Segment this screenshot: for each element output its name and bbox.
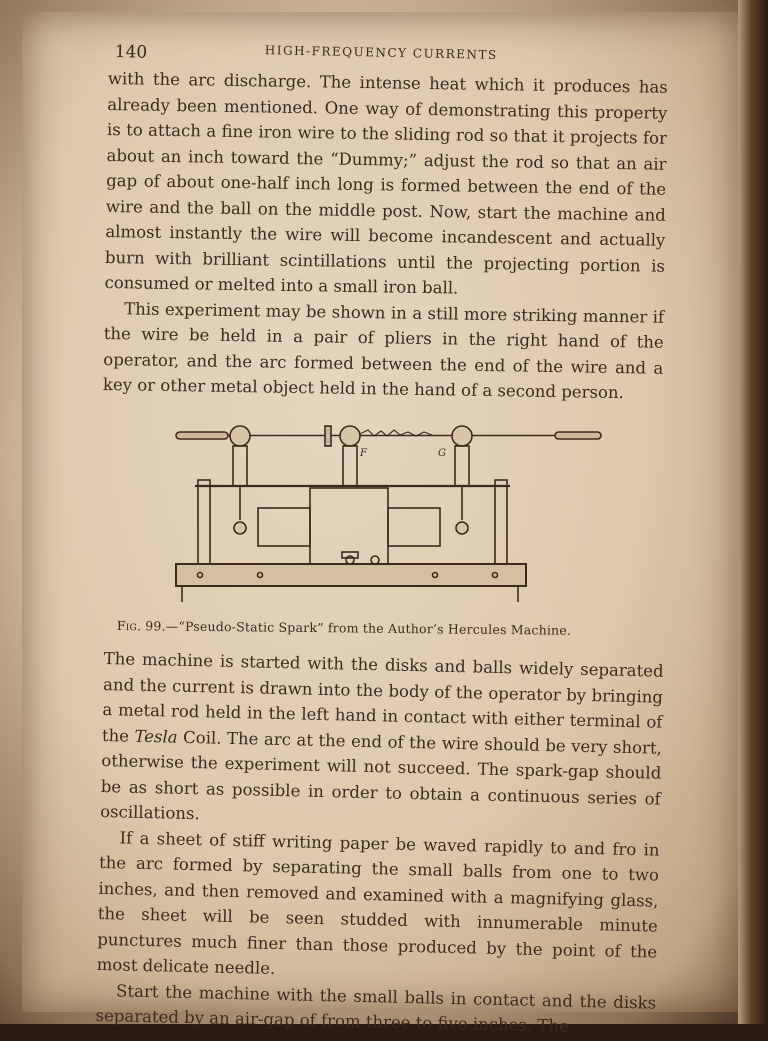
paragraph-machine-started [100,646,664,837]
running-head: HIGH-FREQUENCY CURRENTS [264,43,498,63]
figure-number: Fig. 99. [116,618,166,634]
paragraph-writing-paper: If a sheet of stiff writing paper be waved rapidly to and fro in the arc formed by separating the small balls from one to two inches, and then removed and examined with a magnifying glass, the sheet will be seen studded with innumerable minute punctures much finer than those produced by the point of the most delicate needle. [96,827,660,978]
small-ball-left [234,522,246,534]
tesla-italic: Tesla [134,726,178,747]
rod-clamp [325,426,331,446]
right-condenser [388,508,440,546]
paragraph-pliers: This experiment may be shown in a still more striking manner if the wire be held in a pair of pliers in the right hand of the operator, and the arc formed between the end of the wire and a key or other metal object held in the hand of a second person. [102,298,665,403]
paragraph-text: Coil. The arc at the end of the wire should be very short, otherwise the experiment will not succeed. The spark-gap should be as short as possible in order to obtain a continuous series of oscillations. [100,727,663,824]
machine-base [176,564,526,586]
page-number: 140 [114,41,148,63]
label-g: G [438,448,446,459]
figure-caption-text: —“Pseudo-Static Spark” from the Author’s Hercules Machine. [165,618,572,638]
paragraph-start-machine: Start the machine with the small balls in contact and the disks separated by an air-gap of from three to five inches. The [95,980,657,1036]
left-post [233,446,247,486]
right-post [455,446,469,486]
left-pillar [198,480,210,564]
small-ball-right [456,522,468,534]
text-block-top [103,66,668,406]
knob-2 [342,552,358,558]
left-condenser [258,508,310,546]
knob-3 [371,556,379,564]
middle-post [343,446,357,486]
right-pillar [495,480,507,564]
right-ball [452,426,472,446]
middle-ball [340,426,360,446]
left-handle [176,432,228,439]
left-ball [230,426,250,446]
paragraph-arc-heat: with the arc discharge. The intense heat which it produces has already been mentioned. One way of demonstrating this property is to attach a fine iron wire to the sliding rod so that it projects for about an inch toward the “Dummy;” adjust the rod so that an air gap of about one-half inch long is formed between the end of the wire and the ball on the middle post. Now, start the machine and almost instantly the wire will become incandescent and actually burn with brilliant scintillations until the projecting portion is consumed or melted into a small iron ball. [104,68,668,298]
book-spine [738,0,768,1024]
label-f: F [360,448,367,459]
text-block-bottom [95,646,664,1041]
paragraph-text: The machine is started with the disks and balls widely separated and the current is drawn into the body of the operator by bringing a metal rod held in the left hand in contact with either terminal of the [101,648,664,746]
hercules-machine-illustration [170,422,610,612]
right-handle [555,432,601,439]
